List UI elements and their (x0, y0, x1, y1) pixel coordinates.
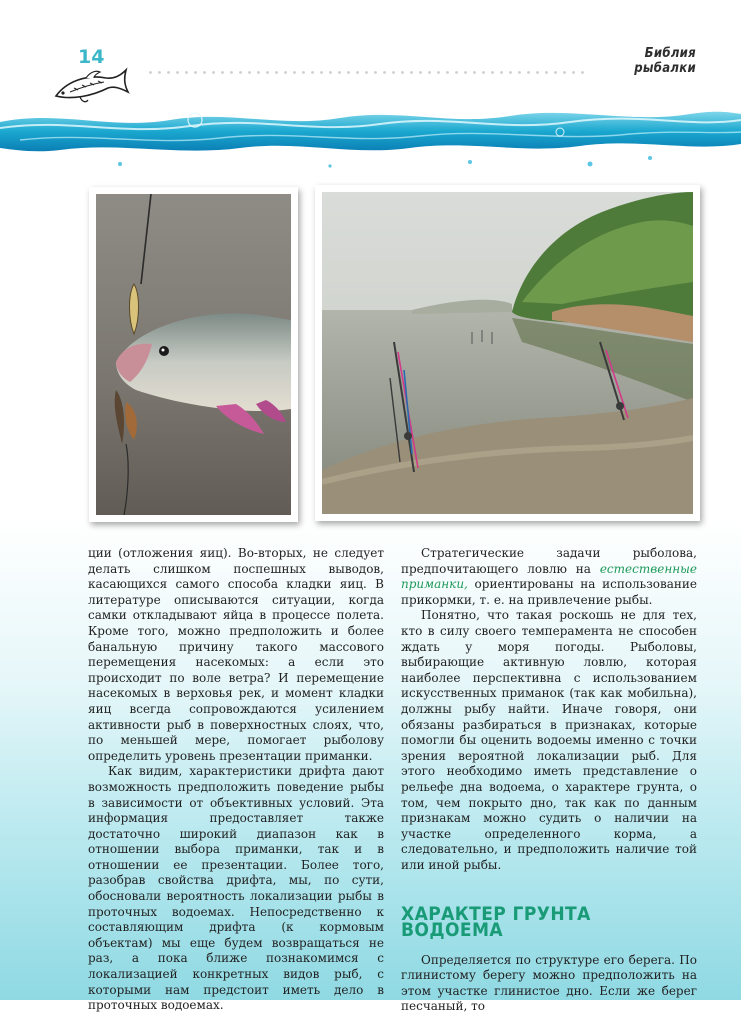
right-paragraph-2: Понятно, что такая роскошь не для тех, кто в силу своего темперамента не способен ждать у моря погоды. Рыболовы, выбирающие активную ловлю, которая наиболее перспективна с использованием искусственных приманок (так как мобильна), должны рыбу найти. Иначе говоря, они обязаны разбираться в признаках, которые помогли бы оценить водоемы именно с точки зрения вероятной локализации рыб. Для этого необходимо иметь представление о рельефе дна водоема, о характере грунта, о том, чем покрыто дно, так как по данным признакам можно судить о наличии на участке определенного корма, а следовательно, и предположить наличие той или иной рыбы. (401, 608, 697, 872)
river-photo (315, 185, 700, 521)
right-paragraph-3: Определяется по структуре его берега. По глинистому берегу можно предположить на этом участке глинистое дно. Если же берег песчаный, то (401, 952, 697, 1014)
fish-photo (89, 187, 298, 522)
section-heading: ХАРАКТЕР ГРУНТА ВОДОЕМА (401, 903, 591, 942)
right-paragraph-1-end: ориентированы на использование прикормки, т. е. на привлечение рыбы. (401, 577, 697, 607)
right-text-column (401, 546, 697, 1015)
right-paragraph-1-start: Стратегические задачи рыболова, предпочитающего ловлю на (401, 546, 697, 576)
left-paragraph-2: Как видим, характеристики дрифта дают возможность предположить поведение рыбы в зависимости от объективных условий. Эта информация предоставляет также достаточно широкий диапазон как в отношении выбора приманки, так и в отношении ее презентации. Более того, разобрав свойства дрифта, мы, по сути, обосновали вероятность локализации рыбы в проточных водоемах. Непосредственно к составляющим дрифта (к кормовым объектам) мы еще будем возвращаться не раз, а пока ближе познакомимся с локализацией конкретных видов рыб, с которыми нам предстоит иметь дело в проточных водоемах. (88, 764, 384, 1013)
river-photo-image (322, 192, 693, 514)
page-number: 14 (78, 46, 105, 68)
left-paragraph-1: ции (отложения яиц). Во-вторых, не следует делать слишком поспешных выводов, касающихся самого способа кладки яиц. В литературе описываются ситуации, когда самки откладывают яйца в процессе полета. Кроме того, можно предположить и более банальную причину такого массового перемещения насекомых: а если это происходит по воле ветра? И перемещение насекомых в верховья рек, и момент кладки яиц всегда сопровождаются усилением активности рыб в поверхностных слоях, что, по меньшей мере, помогает рыболову определить уровень презентации приманки. (88, 546, 384, 763)
header-dotted-rule (146, 71, 586, 74)
right-paragraph-1 (401, 546, 697, 608)
left-text-column (88, 546, 384, 1014)
fish-photo-image (96, 194, 291, 515)
natural-baits-term: естественные приманки, (401, 561, 697, 592)
book-title: Библия рыбалки (634, 46, 696, 76)
water-wave-banner (0, 92, 741, 172)
